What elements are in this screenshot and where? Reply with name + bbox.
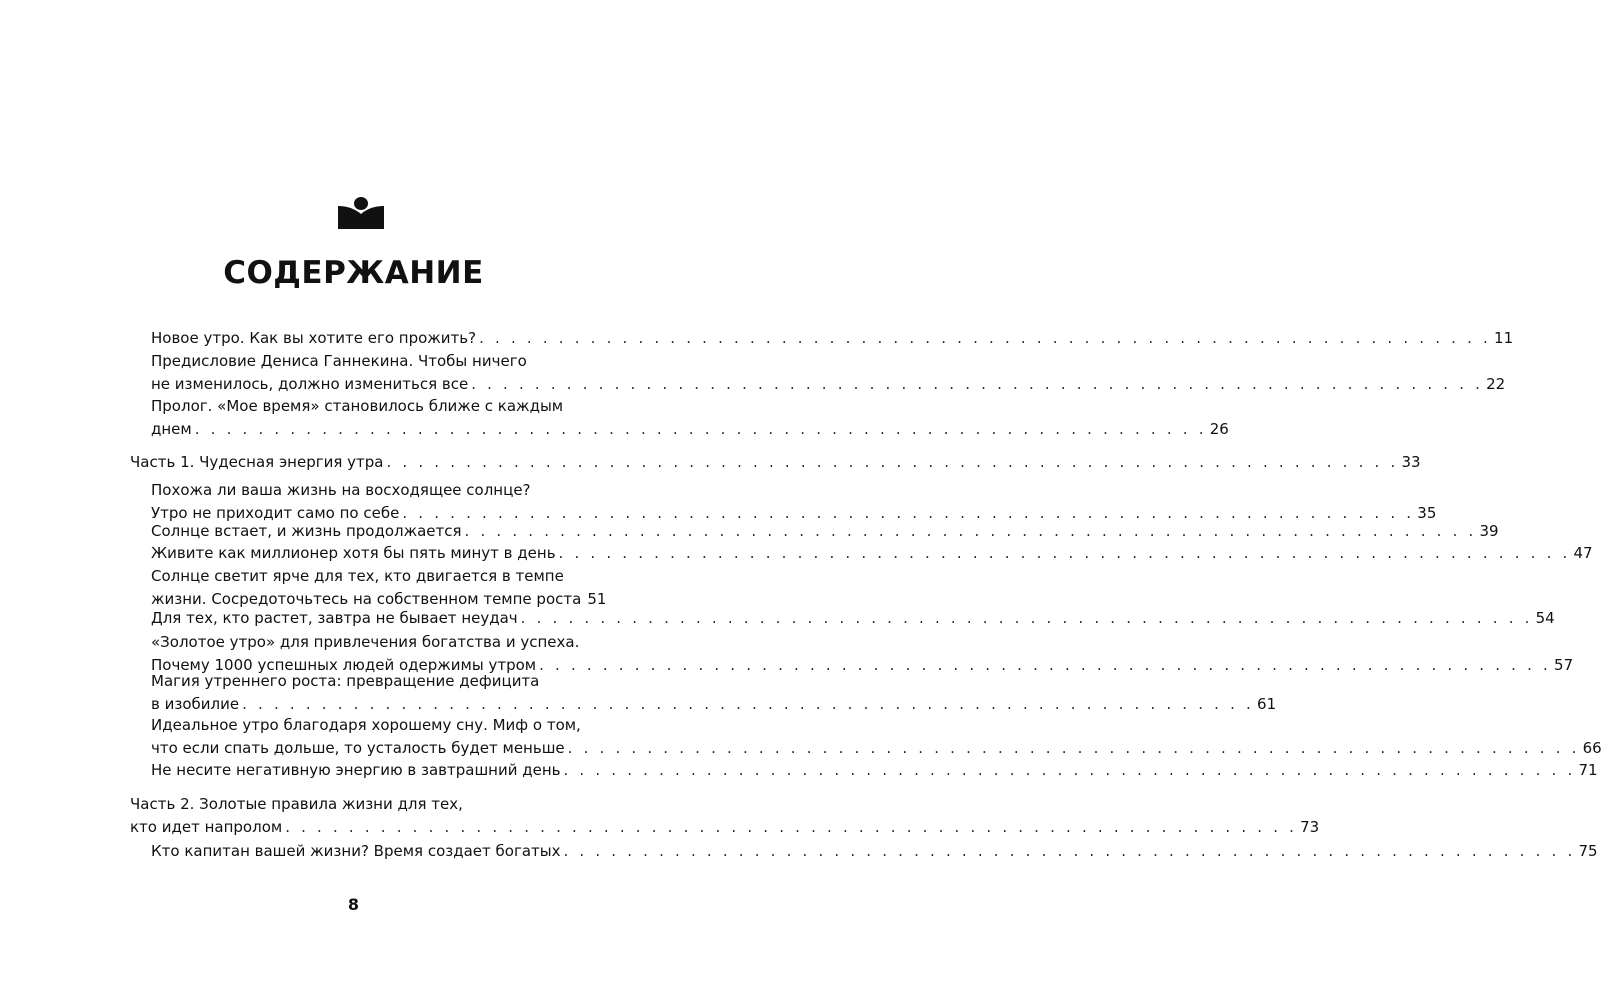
toc-leader-dots: . . . . . . . . . . . . . . . . . . . . . . . . . . . . . . . . . . . . . . . . . . . . . . . . . . . . . . . . . . . . . . . . <box>402 504 1415 522</box>
toc-entry-title: днем <box>151 420 192 438</box>
toc-entry-title: Часть 2. Золотые правила жизни для тех, <box>130 795 463 813</box>
toc-entry-title: Магия утреннего роста: превращение дефицита <box>151 672 540 690</box>
toc-entry-line <box>151 669 539 693</box>
toc-entry-title: жизни. Сосредоточьтесь на собственном темпе роста <box>151 590 582 608</box>
toc-entry-title: Часть 1. Чудесная энергия утра <box>130 453 384 471</box>
toc-entry-line <box>151 417 1229 441</box>
toc-entry-line <box>151 736 1602 760</box>
toc-entry-line <box>151 372 1506 396</box>
toc-entry-line <box>151 564 564 588</box>
toc-entry-title: Идеальное утро благодаря хорошему сну. Миф о том, <box>151 716 581 734</box>
toc-leader-dots: . . . . . . . . . . . . . . . . . . . . . . . . . . . . . . . . . . . . . . . . . . . . . . . . . . . . . . . . . . . . . . . . <box>386 453 1399 471</box>
toc-leader-dots: . . . . . . . . . . . . . . . . . . . . . . . . . . . . . . . . . . . . . . . . . . . . . . . . . . . . . . . . . . . . . . . . <box>520 609 1533 627</box>
toc-leader-dots: . . . . . . . . . . . . . . . . . . . . . . . . . . . . . . . . . . . . . . . . . . . . . . . . . . . . . . . . . . . . . . . . <box>194 420 1207 438</box>
toc-entry-title: Почему 1000 успешных людей одержимы утром <box>151 656 537 674</box>
toc-entry-title: Для тех, кто растет, завтра не бывает неудач <box>151 609 518 627</box>
toc-entry-title: Новое утро. Как вы хотите его прожить? <box>151 329 477 347</box>
toc-page-number: 26 <box>1209 420 1229 438</box>
toc-entry-title: что если спать дольше, то усталость будет меньше <box>151 739 565 757</box>
toc-leader-dots: . . . . . . . . . . . . . . . . . . . . . . . . . . . . . . . . . . . . . . . . . . . . . . . . . . . . . . . . . . . . . . . . <box>567 739 1580 757</box>
toc-entry-title: кто идет напролом <box>130 818 283 836</box>
toc-entry-line <box>151 519 1499 543</box>
toc-page-number: 61 <box>1257 695 1277 713</box>
toc-page-number: 54 <box>1535 609 1555 627</box>
toc-entry-line <box>151 394 563 418</box>
publisher-logo-icon <box>336 197 386 229</box>
toc-entry-title: не изменилось, должно измениться все <box>151 375 469 393</box>
toc-entry-title: Предисловие Дениса Ганнекина. Чтобы ничего <box>151 352 527 370</box>
toc-entry-line <box>130 450 1421 474</box>
page-number: 8 <box>347 895 360 914</box>
toc-entry-title: Солнце светит ярче для тех, кто двигается в темпе <box>151 567 564 585</box>
toc-page-number: 22 <box>1486 375 1506 393</box>
toc-page-number: 57 <box>1554 656 1574 674</box>
toc-entry-line <box>151 606 1555 630</box>
toc-entry-title: Похожа ли ваша жизнь на восходящее солнце? <box>151 481 531 499</box>
toc-entry-line <box>151 326 1514 350</box>
toc-entry-line <box>151 349 527 373</box>
toc-entry-line <box>151 478 531 502</box>
toc-entry-line <box>130 815 1320 839</box>
toc-leader-dots: . . . . . . . . . . . . . . . . . . . . . . . . . . . . . . . . . . . . . . . . . . . . . . . . . . . . . . . . . . . . . . . . <box>563 761 1576 779</box>
toc-entry-title: «Золотое утро» для привлечения богатства и успеха. <box>151 633 580 651</box>
toc-page-number: 35 <box>1417 504 1437 522</box>
toc-entry-title: в изобилие <box>151 695 240 713</box>
toc-leader-dots: . . . . . . . . . . . . . . . . . . . . . . . . . . . . . . . . . . . . . . . . . . . . . . . . . . . . . . . . . . . . . . . . <box>539 656 1552 674</box>
toc-page-number: 66 <box>1582 739 1602 757</box>
toc-entry-line <box>130 792 463 816</box>
toc-entry-title: Живите как миллионер хотя бы пять минут в день <box>151 544 556 562</box>
toc-page-number: 51 <box>587 590 607 608</box>
toc-entry-line <box>151 713 581 737</box>
toc-entry-title: Утро не приходит само по себе <box>151 504 400 522</box>
page-title: СОДЕРЖАНИЕ <box>223 255 484 291</box>
toc-leader-dots: . . . . . . . . . . . . . . . . . . . . . . . . . . . . . . . . . . . . . . . . . . . . . . . . . . . . . . . . . . . . . . . . <box>242 695 1255 713</box>
toc-page-number: 39 <box>1479 522 1499 540</box>
toc-page-number: 73 <box>1300 818 1320 836</box>
toc-leader-dots: . . . . . . . . . . . . . . . . . . . . . . . . . . . . . . . . . . . . . . . . . . . . . . . . . . . . . . . . . . . . . . . . <box>479 329 1492 347</box>
toc-entry-line <box>151 758 1598 782</box>
toc-leader-dots: . . . . . . . . . . . . . . . . . . . . . . . . . . . . . . . . . . . . . . . . . . . . . . . . . . . . . . . . . . . . . . . . <box>471 375 1484 393</box>
toc-entry-line <box>151 630 579 654</box>
toc-entry-line <box>151 839 1598 863</box>
toc-page-number: 11 <box>1494 329 1514 347</box>
toc-leader-dots: . . . . . . . . . . . . . . . . . . . . . . . . . . . . . . . . . . . . . . . . . . . . . . . . . . . . . . . . . . . . . . . . <box>563 842 1576 860</box>
toc-entry-title: Пролог. «Мое время» становилось ближе с каждым <box>151 397 564 415</box>
toc-leader-dots: . . . . . . . . . . . . . . . . . . . . . . . . . . . . . . . . . . . . . . . . . . . . . . . . . . . . . . . . . . . . . . . . <box>285 818 1298 836</box>
toc-page-number: 71 <box>1578 761 1598 779</box>
toc-entry-line <box>151 541 1593 565</box>
toc-page-number: 33 <box>1401 453 1421 471</box>
toc-entry-title: Не несите негативную энергию в завтрашний день <box>151 761 561 779</box>
toc-entry-title: Солнце встает, и жизнь продолжается <box>151 522 462 540</box>
toc-leader-dots: . . . . . . . . . . . . . . . . . . . . . . . . . . . . . . . . . . . . . . . . . . . . . . . . . . . . . . . . . . . . . . . . <box>558 544 1571 562</box>
toc-page-number: 47 <box>1573 544 1593 562</box>
toc-page-number: 75 <box>1578 842 1598 860</box>
toc-entry-title: Кто капитан вашей жизни? Время создает богатых <box>151 842 561 860</box>
toc-leader-dots: . . . . . . . . . . . . . . . . . . . . . . . . . . . . . . . . . . . . . . . . . . . . . . . . . . . . . . . . . . . . . . . . <box>464 522 1477 540</box>
